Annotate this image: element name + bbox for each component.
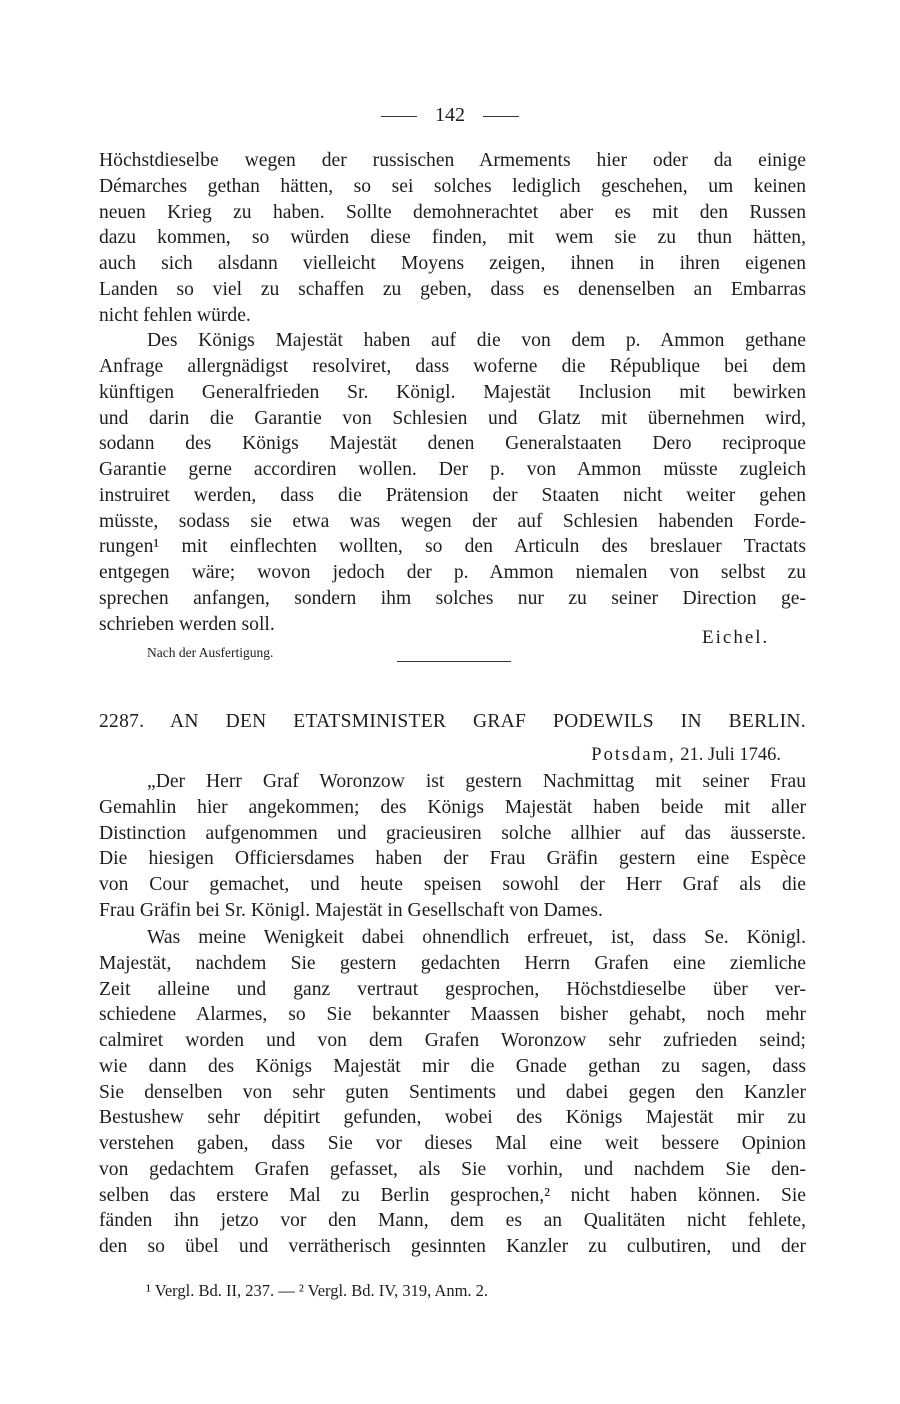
section-divider <box>397 661 511 662</box>
text-line: den so übel und verrätherisch gesinnten Kanzler zu culbutiren, und der <box>99 1236 806 1257</box>
text-line: entgegen wäre; wovon jedoch der p. Ammon niemalen von selbst zu <box>99 562 806 583</box>
text-line: sprechen anfangen, sondern ihm solches nur zu seiner Direction ge- <box>99 587 806 609</box>
document-place: Potsdam, <box>591 745 676 765</box>
document-dateline <box>99 740 781 770</box>
text-line: müsste, sodass sie etwa was wegen der auf Schlesien habenden Forde- <box>99 510 806 532</box>
text-line: von Cour gemachet, und heute speisen sowohl der Herr Graf als die <box>99 874 806 895</box>
page-header <box>0 98 900 132</box>
text-line: rungen¹ mit einflechten wollten, so den Articuln des breslauer Tractats <box>99 536 806 558</box>
header-dash-right <box>483 116 519 117</box>
text-line: Die hiesigen Officiersdames haben der Frau Gräfin gestern eine Espèce <box>99 848 806 870</box>
text-line: von gedachtem Grafen gefasset, als Sie vorhin, und nachdem Sie den- <box>99 1158 806 1180</box>
text-line: nicht fehlen würde. <box>99 304 251 326</box>
text-line: Was meine Wenigkeit dabei ohnendlich erfreuet, ist, dass Se. Königl. <box>147 927 806 948</box>
text-line: selben das erstere Mal zu Berlin gesprochen,² nicht haben können. Sie <box>99 1184 806 1206</box>
text-line: Démarches gethan hätten, so sei solches lediglich geschehen, um keinen <box>99 175 806 197</box>
text-line: künftigen Generalfrieden Sr. Königl. Majestät Inclusion mit bewirken <box>99 381 806 403</box>
text-line: Anfrage allergnädigst resolviret, dass woferne die République bei dem <box>99 356 806 377</box>
text-line: und darin die Garantie von Schlesien und Glatz mit übernehmen wird, <box>99 407 806 429</box>
text-line: Zeit alleine und ganz vertraut gesprochen, Höchstdieselbe über ver- <box>99 978 806 1000</box>
signature: Eichel. <box>702 627 770 648</box>
text-line: Gemahlin hier angekommen; des Königs Majestät haben beide mit aller <box>99 796 806 818</box>
text-line: wie dann des Königs Majestät mir die Gnade gethan zu sagen, dass <box>99 1055 806 1077</box>
text-line: schiedene Alarmes, so Sie bekannter Maassen bisher gehabt, noch mehr <box>99 1004 806 1026</box>
text-line: Höchstdieselbe wegen der russischen Armements hier oder da einige <box>99 150 806 171</box>
text-line: Landen so viel zu schaffen zu geben, dass es denenselben an Embarras <box>99 278 806 300</box>
text-line: Frau Gräfin bei Sr. Königl. Majestät in Gesellschaft von Dames. <box>99 899 603 921</box>
text-line: „Der Herr Graf Woronzow ist gestern Nachmittag mit seiner Frau <box>147 771 806 792</box>
document-heading: 2287. AN DEN ETATSMINISTER GRAF PODEWILS IN BERLIN. <box>99 711 806 732</box>
text-line: calmiret worden und von dem Grafen Woronzow sehr zufrieden seind; <box>99 1030 806 1051</box>
text-line: verstehen gaben, dass Sie vor dieses Mal eine weit bessere Opinion <box>99 1133 806 1154</box>
text-line: Bestushew sehr dépitirt gefunden, wobei des Königs Majestät mir zu <box>99 1107 806 1129</box>
header-dash-left <box>381 116 417 117</box>
text-block-1 <box>99 148 806 637</box>
footnotes: ¹ Vergl. Bd. II, 237. — ² Vergl. Bd. IV, 319, Anm. 2. <box>146 1281 489 1300</box>
document-date: 21. Juli 1746. <box>680 745 781 765</box>
text-line: dazu kommen, so würden diese finden, mit wem sie zu thun hätten, <box>99 227 806 249</box>
source-note: Nach der Ausfertigung. <box>147 645 274 660</box>
text-line: Sie denselben von sehr guten Sentiments und dabei gegen den Kanzler <box>99 1081 806 1103</box>
text-line: schrieben werden soll. <box>99 613 275 635</box>
text-line: neuen Krieg zu haben. Sollte demohnerachtet aber es mit den Russen <box>99 201 806 223</box>
text-line: instruiret werden, dass die Prätension der Staaten nicht weiter gehen <box>99 484 806 506</box>
page-number: 142 <box>435 104 465 126</box>
text-line: sodann des Königs Majestät denen Generalstaaten Dero reciproque <box>99 433 806 455</box>
text-line: Distinction aufgenommen und gracieusiren solche allhier auf das äusserste. <box>99 822 806 844</box>
text-line: Majestät, nachdem Sie gestern gedachten Herrn Grafen eine ziemliche <box>99 952 806 974</box>
text-line: fänden ihn jetzo vor den Mann, dem es an Qualitäten nicht fehlete, <box>99 1210 806 1232</box>
text-block-2 <box>99 769 806 924</box>
text-block-3 <box>99 925 806 1260</box>
text-line: Des Königs Majestät haben auf die von dem p. Ammon gethane <box>147 330 806 352</box>
text-line: auch sich alsdann vielleicht Moyens zeigen, ihnen in ihren eigenen <box>99 253 806 274</box>
text-line: Garantie gerne accordiren wollen. Der p. von Ammon müsste zugleich <box>99 459 806 480</box>
